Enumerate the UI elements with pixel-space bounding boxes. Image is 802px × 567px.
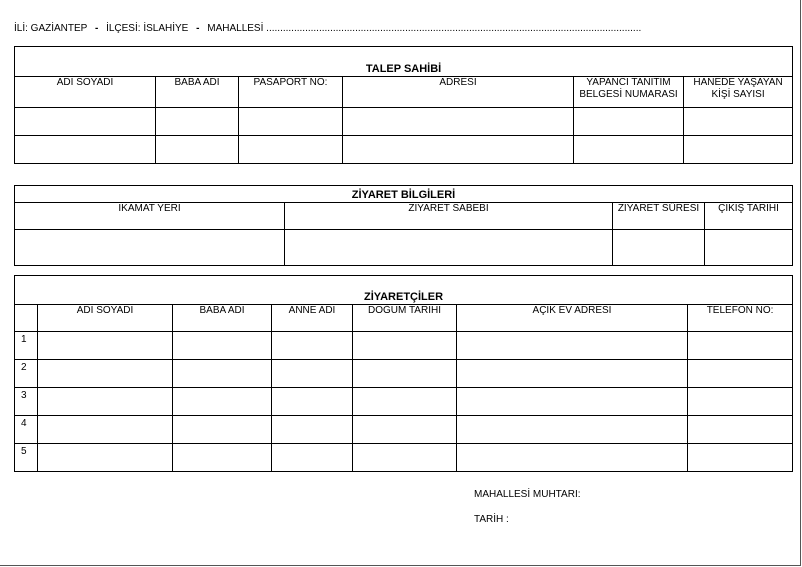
blank-cell[interactable] <box>38 444 173 472</box>
blank-cell[interactable] <box>574 136 684 164</box>
col-header: ZİYARET SABEBİ <box>285 203 613 230</box>
table-row <box>15 332 793 360</box>
row-number: 4 <box>15 416 38 444</box>
table-row <box>15 388 793 416</box>
blank-cell[interactable] <box>688 360 793 388</box>
blank-cell[interactable] <box>353 360 457 388</box>
blank-cell[interactable] <box>688 388 793 416</box>
location-header <box>14 23 641 34</box>
blank-cell[interactable] <box>457 388 688 416</box>
tarih-label: TARİH : <box>474 514 509 525</box>
col-header: ANNE ADI <box>272 305 353 332</box>
blank-cell[interactable] <box>353 332 457 360</box>
table-row <box>15 416 793 444</box>
blank-cell[interactable] <box>457 332 688 360</box>
blank-cell[interactable] <box>353 444 457 472</box>
separator: - <box>94 23 99 34</box>
ilce-label: İLÇESİ: İSLAHİYE <box>106 23 189 34</box>
blank-cell[interactable] <box>688 332 793 360</box>
talep-sahibi-table <box>14 46 793 164</box>
blank-cell[interactable] <box>173 444 272 472</box>
blank-cell[interactable] <box>15 108 156 136</box>
blank-cell[interactable] <box>239 108 343 136</box>
blank-cell[interactable] <box>15 136 156 164</box>
table-row <box>15 444 793 472</box>
blank-cell[interactable] <box>272 444 353 472</box>
table-row <box>15 360 793 388</box>
ziyaret-bilgileri-title: ZİYARET BİLGİLERİ <box>15 186 793 203</box>
col-header: YAPANCI TANITIM BELGESİ NUMARASI <box>574 77 684 108</box>
row-number: 2 <box>15 360 38 388</box>
blank-cell[interactable] <box>15 230 285 266</box>
blank-cell[interactable] <box>353 416 457 444</box>
blank-cell[interactable] <box>173 388 272 416</box>
row-number: 3 <box>15 388 38 416</box>
col-header: ÇIKIŞ TARİHİ <box>705 203 793 230</box>
col-header: TELEFON NO: <box>688 305 793 332</box>
blank-cell[interactable] <box>272 360 353 388</box>
col-header: ADI SOYADI <box>38 305 173 332</box>
blank-cell[interactable] <box>457 416 688 444</box>
ziyaret-bilgileri-table <box>14 185 793 266</box>
blank-cell[interactable] <box>272 388 353 416</box>
blank-cell[interactable] <box>343 108 574 136</box>
col-header: HANEDE YAŞAYAN KİŞİ SAYISI <box>684 77 793 108</box>
row-number: 5 <box>15 444 38 472</box>
col-header: ADI SOYADI <box>15 77 156 108</box>
row-number-header <box>15 305 38 332</box>
blank-cell[interactable] <box>38 360 173 388</box>
blank-cell[interactable] <box>684 136 793 164</box>
col-header: BABA ADI <box>156 77 239 108</box>
blank-cell[interactable] <box>38 388 173 416</box>
il-label: İLİ: GAZİANTEP <box>14 23 88 34</box>
blank-cell[interactable] <box>38 332 173 360</box>
blank-cell[interactable] <box>38 416 173 444</box>
blank-cell[interactable] <box>574 108 684 136</box>
col-header: DOĞUM TARİHİ <box>353 305 457 332</box>
row-number: 1 <box>15 332 38 360</box>
col-header: ZİYARET SÜRESİ <box>613 203 705 230</box>
ziyaretciler-title: ZİYARETÇİLER <box>15 276 793 305</box>
blank-cell[interactable] <box>688 444 793 472</box>
blank-cell[interactable] <box>173 332 272 360</box>
blank-cell[interactable] <box>239 136 343 164</box>
blank-cell[interactable] <box>285 230 613 266</box>
blank-cell[interactable] <box>613 230 705 266</box>
col-header: İKAMAT YERİ <box>15 203 285 230</box>
blank-cell[interactable] <box>688 416 793 444</box>
blank-cell[interactable] <box>457 444 688 472</box>
col-header: ADRESİ <box>343 77 574 108</box>
muhtar-label: MAHALLESİ MUHTARI: <box>474 489 581 500</box>
blank-cell[interactable] <box>156 108 239 136</box>
col-header: AÇIK EV ADRESİ <box>457 305 688 332</box>
blank-cell[interactable] <box>173 416 272 444</box>
blank-cell[interactable] <box>272 416 353 444</box>
blank-cell[interactable] <box>705 230 793 266</box>
blank-cell[interactable] <box>343 136 574 164</box>
mahalle-label: MAHALLESİ <box>207 23 264 34</box>
blank-cell[interactable] <box>173 360 272 388</box>
talep-sahibi-title: TALEP SAHİBİ <box>15 47 793 77</box>
col-header: PASAPORT NO: <box>239 77 343 108</box>
blank-cell[interactable] <box>156 136 239 164</box>
blank-cell[interactable] <box>684 108 793 136</box>
ziyaretciler-table <box>14 275 793 472</box>
col-header: BABA ADI <box>173 305 272 332</box>
blank-cell[interactable] <box>353 388 457 416</box>
separator: - <box>196 23 200 34</box>
blank-cell[interactable] <box>272 332 353 360</box>
mahalle-fill-line: ....................................................................................................................................... <box>266 23 642 34</box>
blank-cell[interactable] <box>457 360 688 388</box>
